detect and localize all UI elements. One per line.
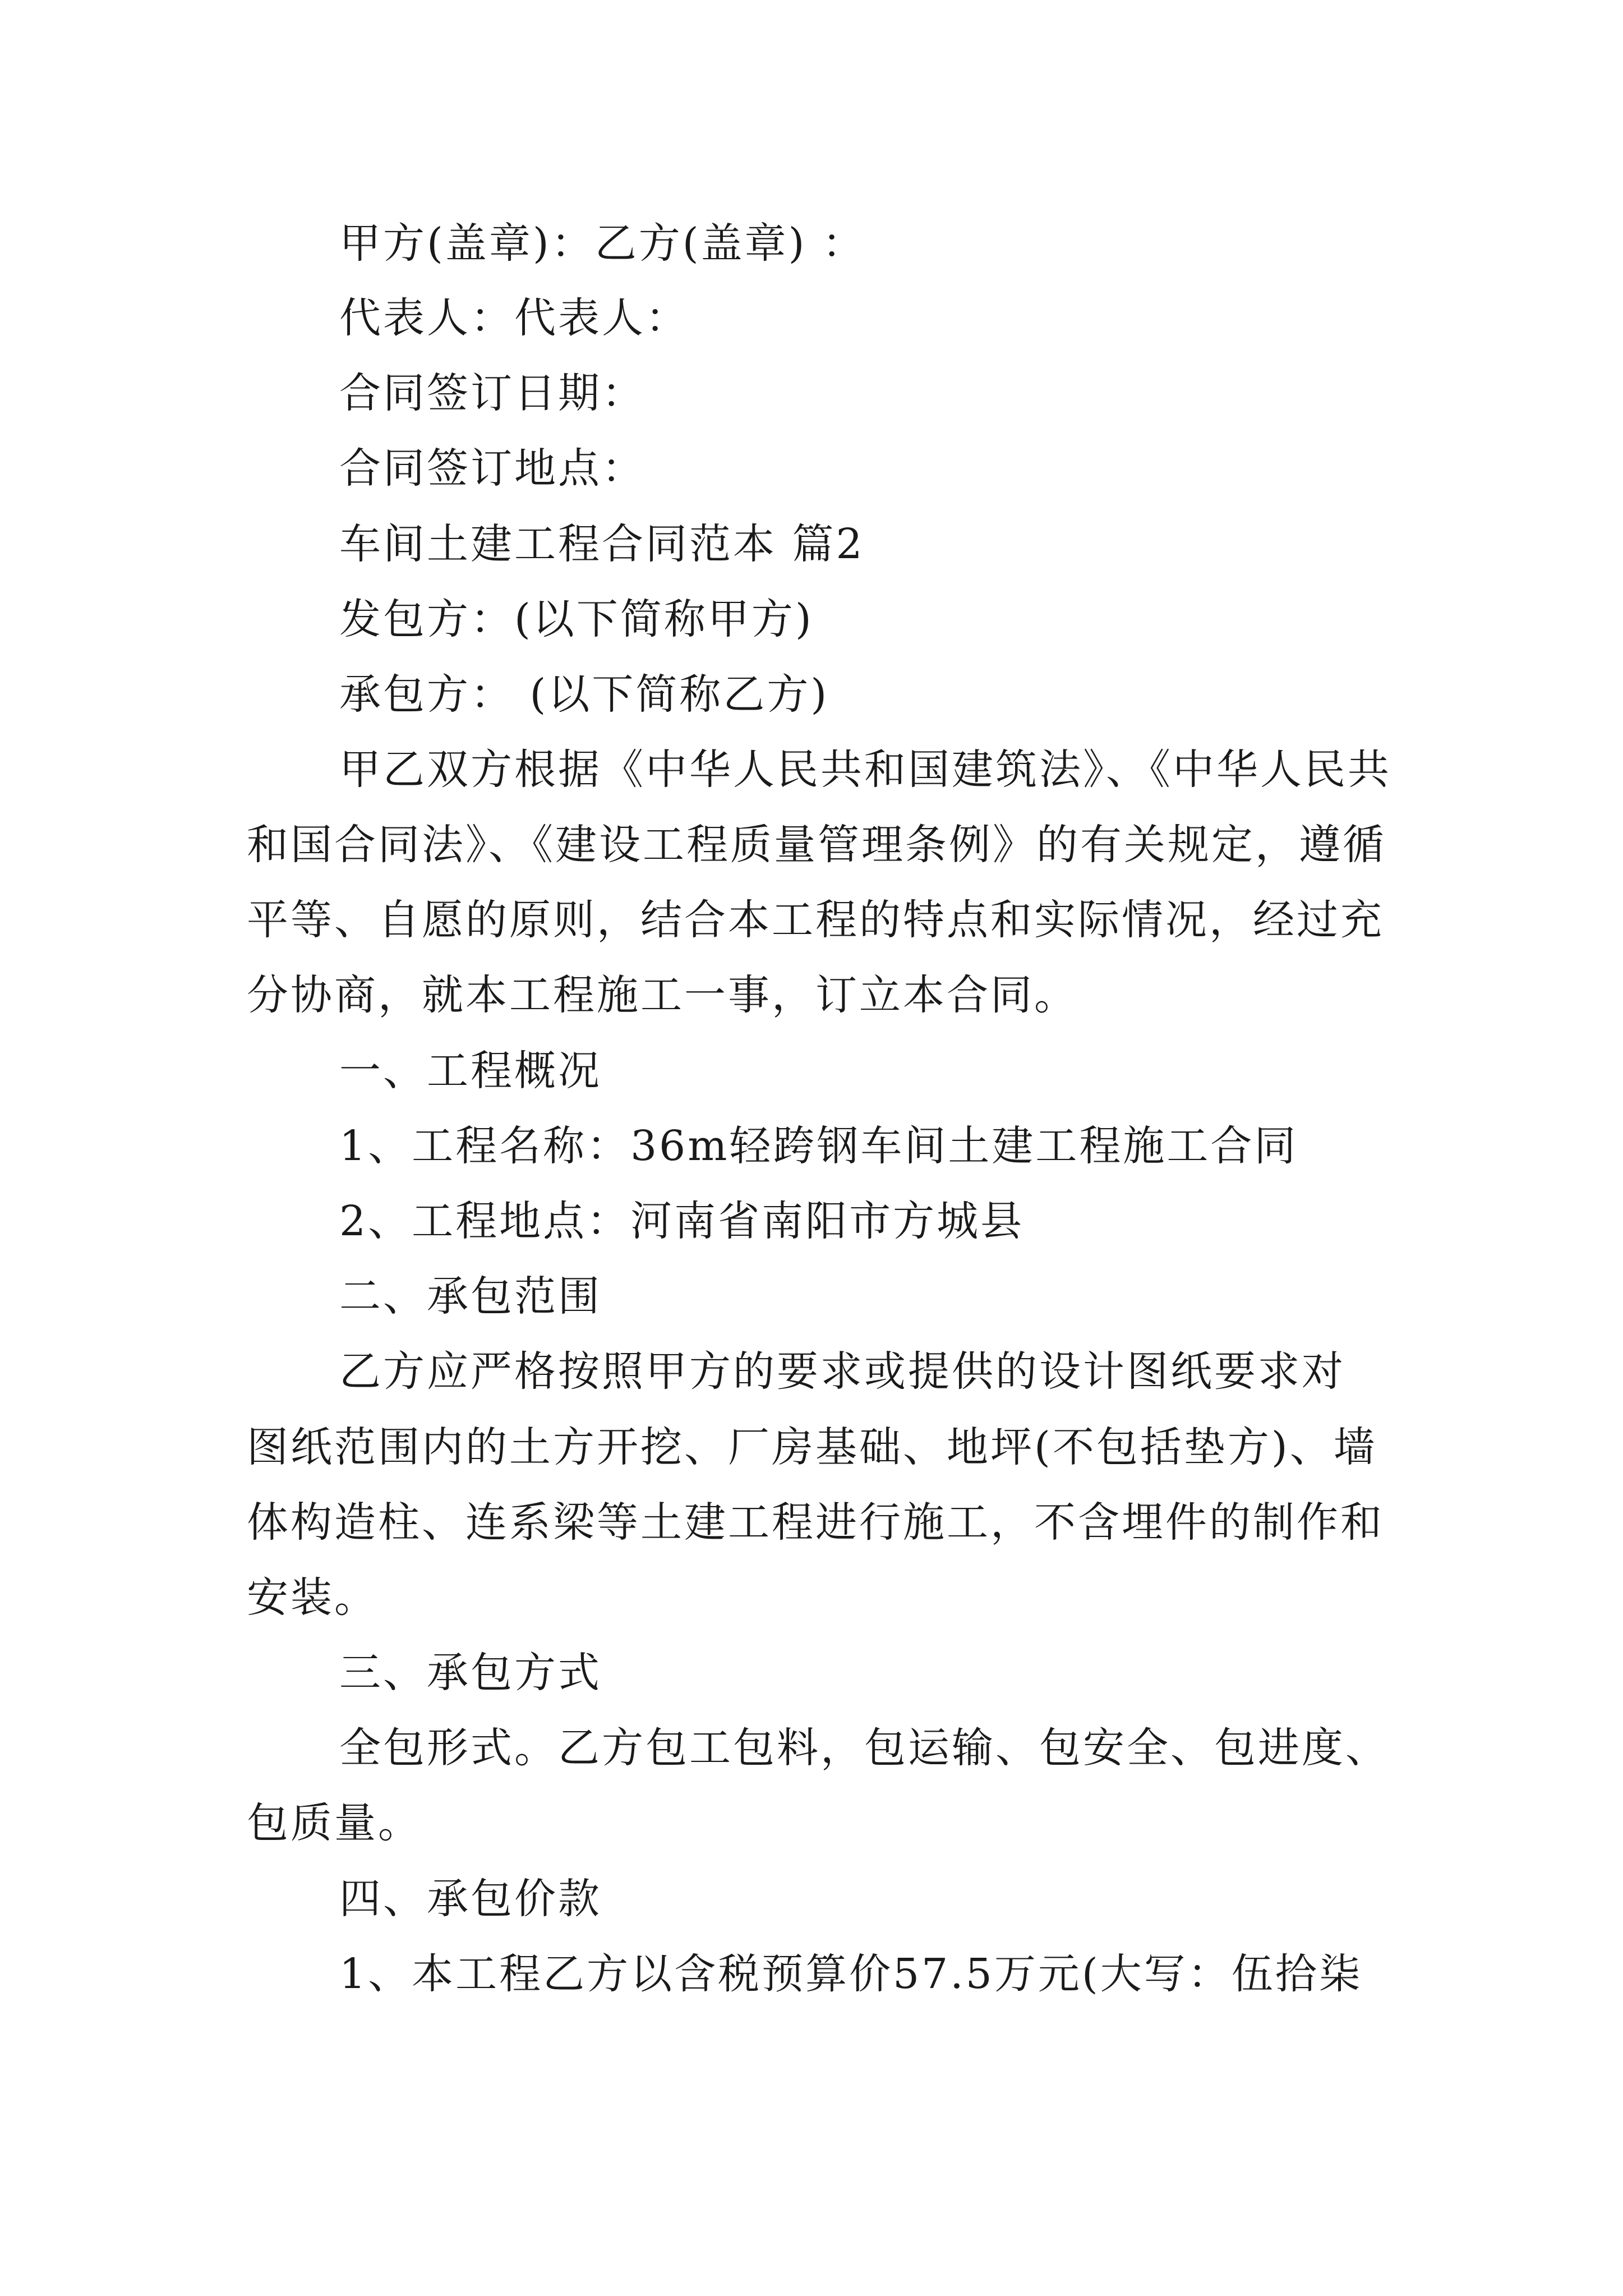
paragraph-line: 和国合同法》、《建设工程质量管理条例》的有关规定，遵循 [247, 821, 1386, 869]
contractor-line: 承包方： (以下简称乙方) [339, 670, 829, 719]
employer-line: 发包方：(以下简称甲方) [339, 595, 814, 643]
paragraph-line: 包质量。 [247, 1799, 422, 1847]
list-item: 2、工程地点：河南省南阳市方城县 [339, 1197, 1025, 1245]
list-item: 1、工程名称：36m轻跨钢车间土建工程施工合同 [339, 1122, 1298, 1170]
paragraph-line: 平等、自愿的原则，结合本工程的特点和实际情况，经过充 [247, 896, 1384, 944]
paragraph-line: 甲乙双方根据《中华人民共和国建筑法》、《中华人民共 [339, 746, 1391, 794]
paragraph-line: 乙方应严格按照甲方的要求或提供的设计图纸要求对 [339, 1347, 1345, 1396]
signing-place-line: 合同签订地点： [339, 444, 645, 493]
signing-date-line: 合同签订日期： [339, 369, 645, 417]
paragraph-line: 体构造柱、连系梁等土建工程进行施工，不含埋件的制作和 [247, 1498, 1384, 1547]
heading-line: 一、工程概况 [339, 1047, 602, 1095]
paragraph-line: 图纸范围内的土方开挖、厂房基础、地坪(不包括垫方)、墙 [247, 1423, 1377, 1471]
representative-line: 代表人：代表人： [339, 294, 689, 342]
paragraph-line: 安装。 [247, 1573, 378, 1622]
signature-party-line: 甲方(盖章)：乙方(盖章) ： [339, 219, 866, 268]
heading-line: 二、承包范围 [339, 1272, 602, 1320]
heading-line: 三、承包方式 [339, 1649, 602, 1697]
section-title: 车间土建工程合同范本 篇2 [339, 520, 865, 568]
paragraph-line: 全包形式。乙方包工包料，包运输、包安全、包进度、 [339, 1724, 1389, 1772]
paragraph-line: 分协商，就本工程施工一事，订立本合同。 [247, 971, 1078, 1019]
heading-line: 四、承包价款 [339, 1875, 602, 1923]
list-item: 1、本工程乙方以含税预算价57.5万元(大写：伍拾柒 [339, 1950, 1363, 1998]
